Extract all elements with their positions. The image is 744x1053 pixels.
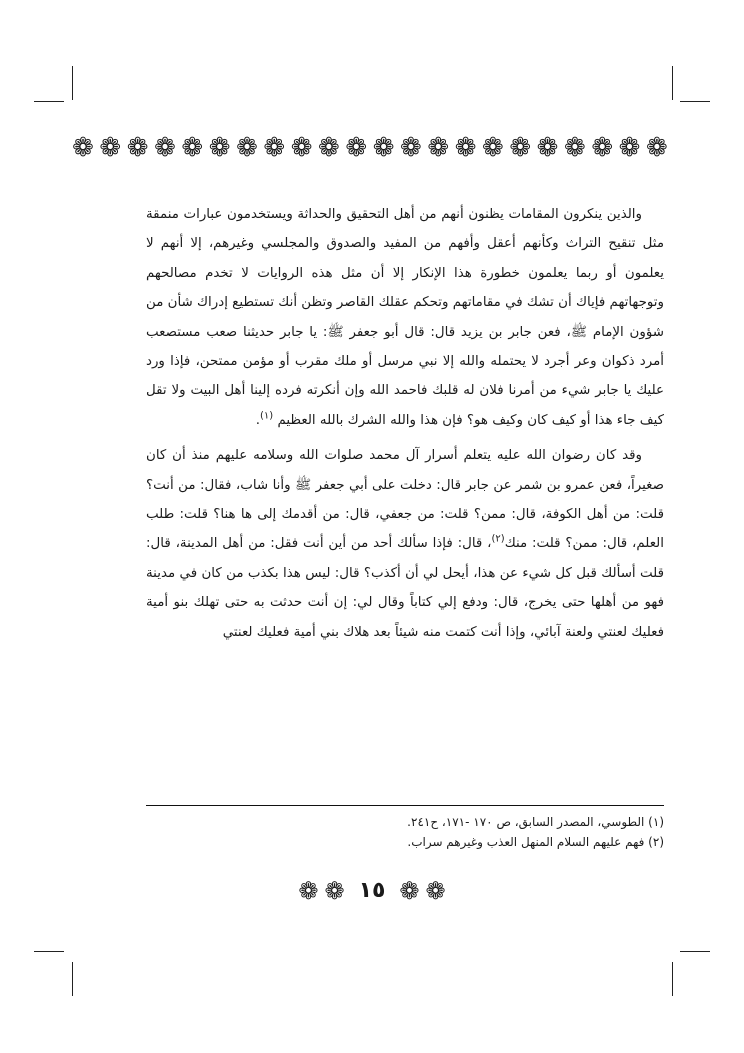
flower-ornament-icon: ❁ (208, 133, 231, 163)
flower-ornament-icon: ❁ (564, 133, 586, 163)
flower-ornament-icon: ❁ (372, 133, 395, 163)
flower-ornament-icon: ❁ (298, 877, 319, 905)
flower-ornament-icon: ❁ (99, 133, 122, 163)
crop-mark (672, 962, 673, 996)
flower-ornament-icon: ❁ (400, 133, 422, 163)
footnote-marker: (١) (260, 410, 274, 422)
flower-ornament-icon: ❁ (618, 133, 641, 163)
paragraph-1 (146, 200, 664, 435)
flower-ornament-icon: ❁ (318, 133, 340, 163)
flower-ornament-icon: ❁ (425, 877, 446, 905)
flower-ornament-icon: ❁ (72, 133, 94, 163)
flower-ornament-icon: ❁ (645, 133, 668, 163)
flower-ornament-icon: ❁ (482, 133, 504, 163)
crop-mark (680, 101, 710, 102)
crop-mark (672, 66, 673, 100)
crop-mark (72, 66, 73, 100)
page-number: ١٥ (358, 878, 386, 903)
flower-ornament-icon: ❁ (181, 133, 204, 163)
header-ornament-row (70, 133, 670, 163)
crop-mark (34, 951, 64, 952)
paragraph-text: والذين ينكرون المقامات يظنون أنهم من أهل التحقيق والحداثة ويستخدمون عبارات منمقة مثل تنقيح التراث وكأنهم أعقل وأفهم من المفيد والصدوق والمجلسي وغيرهم، إلا أنهم لا يعلمون أو ربما يعلمون خطورة هذا الإنكار إلا أن مثل هذه الروايات لا تخدم مصالحهم وتوجهاتهم فإياك أن تشك في مقاماتهم وتحكم عقلك القاصر وتظن أنك تستطيع إدراك شأن من شؤون الإمام ﷺ، فعن جابر بن يزيد قال: قال أبو جعفر ﷺ: يا جابر حديثنا صعب مستصعب أمرد ذكوان وعر أجرد لا يحتمله والله إلا نبي مرسل أو ملك مقرب أو مؤمن ممتحن، فإذا ورد عليك يا جابر شيء من أمرنا فلان له قلبك فاحمد الله وإن أنكرته فرده إلينا أهل البيت ولا تقل كيف جاء هذا أو كيف كان وكيف هو؟ فإن هذا والله الشرك بالله العظيم (146, 207, 664, 428)
crop-mark (72, 962, 73, 996)
body-text (146, 200, 664, 647)
footnote-marker: (٢) (491, 534, 505, 545)
paragraph-text: . (255, 412, 261, 428)
flower-ornament-icon: ❁ (536, 133, 559, 163)
flower-ornament-icon: ❁ (290, 133, 313, 163)
footnote-1: (١) الطوسي، المصدر السابق، ص ١٧٠ -١٧١، ح٢٤١. (407, 815, 664, 829)
flower-ornament-icon: ❁ (427, 133, 450, 163)
flower-ornament-icon: ❁ (154, 133, 176, 163)
flower-ornament-icon: ❁ (399, 877, 420, 905)
paragraph-2 (146, 441, 664, 647)
flower-ornament-icon: ❁ (591, 133, 614, 163)
flower-ornament-icon: ❁ (263, 133, 286, 163)
footnote-2: (٢) فهم عليهم السلام المنهل العذب وغيرهم سراب. (407, 835, 664, 849)
paragraph-text: ، قال: فإذا سألك أحد من أين أنت فقل: من أهل المدينة، قال: قلت أسألك قبل كل شيء عن هذا، أيحل لي أن أكذب؟ قال: ليس هذا بكذب من كان في مدينة فهو من أهلها حتى يخرج، قال: ودفع إلي كتاباً وقال لي: إن أنت حدثت به حتى تهلك بنو أمية فعليك لعنتي ولعنة آبائي، وإذا أنت كتمت منه شيئاً بعد هلاك بني أمية فعليك لعنتي (146, 536, 664, 640)
footnote-separator (146, 805, 664, 806)
crop-mark (34, 101, 64, 102)
flower-ornament-icon: ❁ (126, 133, 149, 163)
paragraph-text: وقد كان رضوان الله عليه يتعلم أسرار آل محمد صلوات الله وسلامه عليهم منذ أن كان صغيراً، فعن عمرو بن شمر عن جابر قال: دخلت على أبي جعفر ﷺ وأنا شاب، فقال: من أنت؟ قلت: من أهل الكوفة، قال: ممن؟ قلت: من جعفي، قال: من أقدمك إلى ها هنا؟ قلت: طلب العلم، قال: ممن؟ قلت: منك (146, 448, 664, 552)
flower-ornament-icon: ❁ (345, 133, 368, 163)
flower-ornament-icon: ❁ (236, 133, 258, 163)
flower-ornament-icon: ❁ (324, 877, 345, 905)
page-number-bar (0, 876, 744, 906)
crop-mark (680, 951, 710, 952)
flower-ornament-icon: ❁ (509, 133, 532, 163)
flower-ornament-icon: ❁ (454, 133, 477, 163)
footnotes (146, 812, 664, 852)
